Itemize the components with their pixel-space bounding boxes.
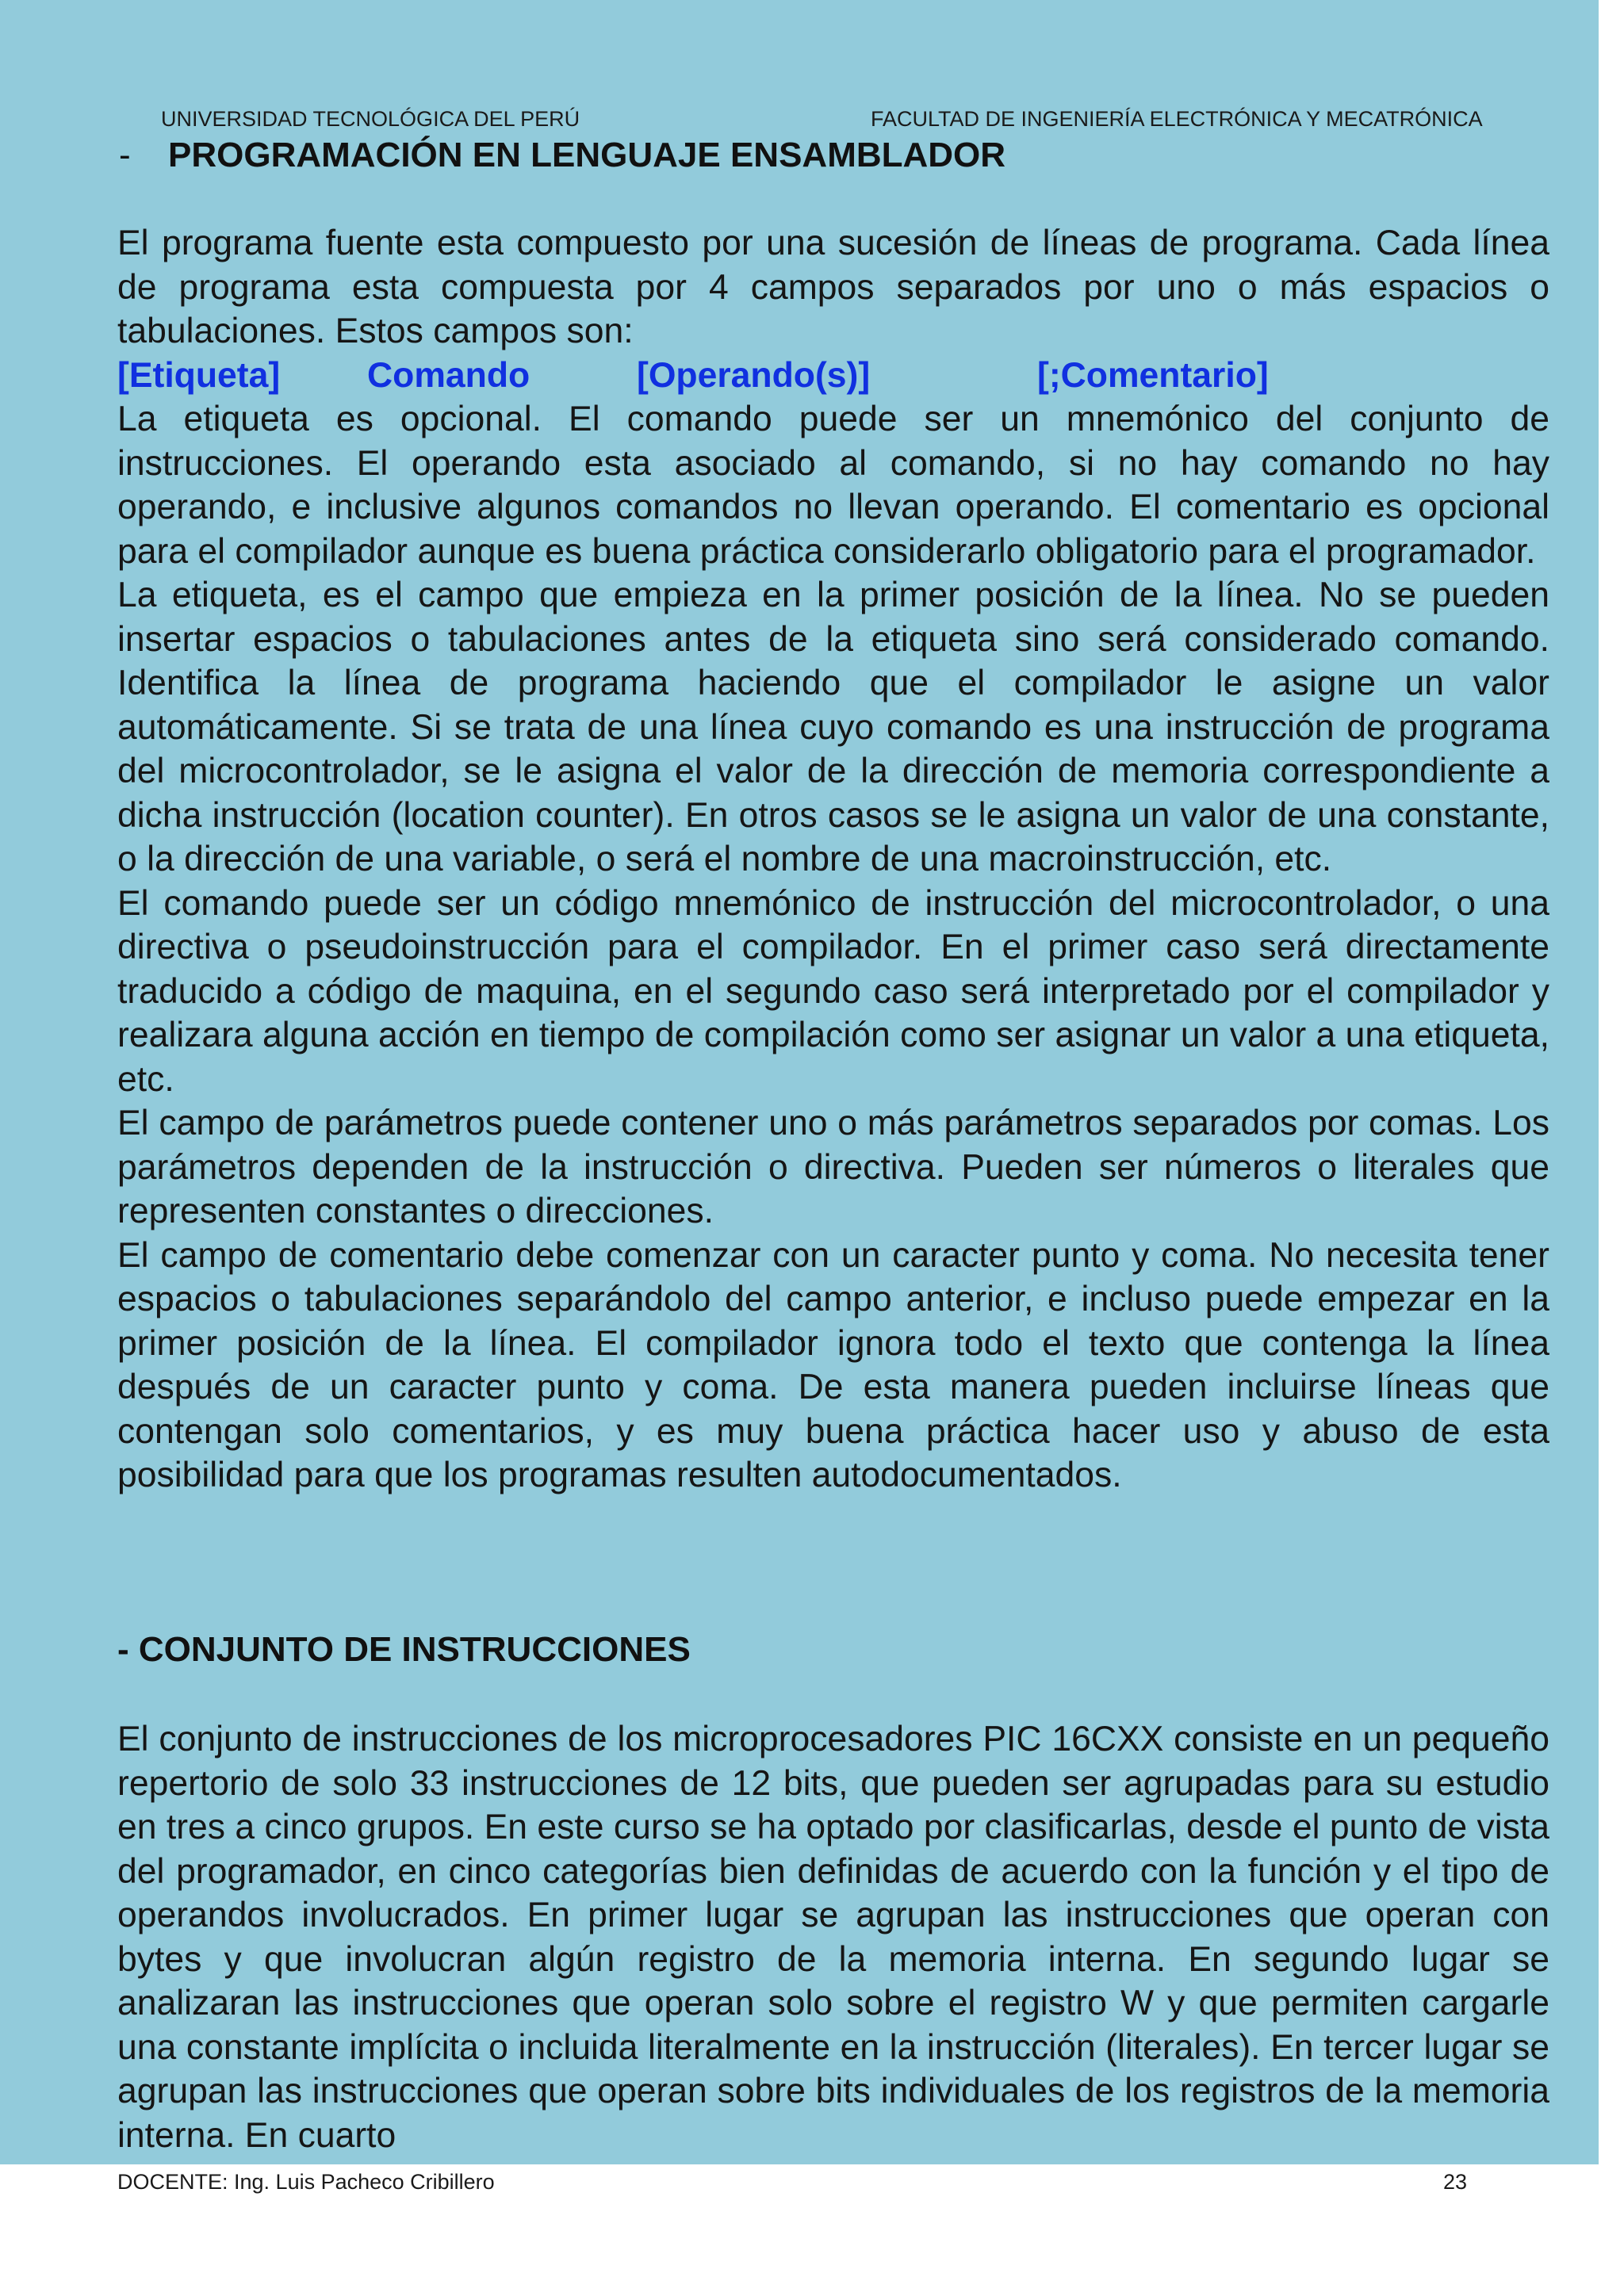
field-etiqueta: [Etiqueta] [117, 355, 281, 395]
paragraph-etiqueta-campo: La etiqueta, es el campo que empieza en la primer posición de la línea. No se pueden insertar espacios o tabulaciones antes de la etiqueta sino será considerado comando. Identifica la línea de programa haciendo que el compilador le asigne un valor automáticamente. Si se trata de una línea cuyo comando es una instrucción de programa del microcontrolador, se le asigna el valor de la dirección de memoria correspondiente a dicha instrucción (location counter). En otros casos se le asigna un valor de una constante, o la dirección de una variable, o será el nombre de una macroinstrucción, etc. [117, 576, 1549, 878]
field-list [117, 354, 1549, 398]
field-comando: Comando [367, 355, 530, 395]
section-body-programacion [117, 221, 1549, 1498]
section-title-programacion [119, 133, 1005, 178]
field-comentario: [;Comentario] [1037, 355, 1269, 395]
page-number: 23 [1443, 2170, 1468, 2194]
field-operandos: [Operando(s)] [637, 355, 871, 395]
paragraph-comando: El comando puede ser un código mnemónico de instrucción del microcontrolador, o una directiva o pseudoinstrucción para el compilador. En el primer caso será directamente traducido a código de maquina, en el segundo caso será interpretado por el compilador y realizara alguna acción en tiempo de compilación como ser asignar un valor a una etiqueta, etc. [117, 883, 1549, 1099]
paragraph-intro: El programa fuente esta compuesto por una sucesión de líneas de programa. Cada línea de programa esta compuesta por 4 campos separados por uno o más espacios o tabulaciones. Estos campos son: [117, 224, 1549, 350]
header-faculty: FACULTAD DE INGENIERÍA ELECTRÓNICA Y MECATRÓNICA [871, 107, 1483, 131]
paragraph-conjunto: El conjunto de instrucciones de los microprocesadores PIC 16CXX consiste en un pequeño repertorio de solo 33 instrucciones de 12 bits, que pueden ser agrupadas para su estudio en tres a cinco grupos. En este curso se ha optado por clasificarlas, desde el punto de vista del programador, en cinco categorías bien definidas de acuerdo con la función y el tipo de operandos involucrados. En primer lugar se agrupan las instrucciones que operan con bytes y que involucran algún registro de la memoria interna. En segundo lugar se analizaran las instrucciones que operan solo sobre el registro W y que permiten cargarle una constante implícita o incluida literalmente en la instrucción (literales). En tercer lugar se agrupan las instrucciones que operan sobre bits individuales de los registros de la memoria interna. En cuarto [117, 1720, 1549, 2155]
section-title-instrucciones: - CONJUNTO DE INSTRUCCIONES [117, 1630, 691, 1669]
footer-docente: DOCENTE: Ing. Luis Pacheco Cribillero [117, 2170, 495, 2194]
paragraph-parametros: El campo de parámetros puede contener uno o más parámetros separados por comas. Los parámetros dependen de la instrucción o directiva. Pueden ser números o literales que representen constantes o direcciones. [117, 1104, 1549, 1230]
paragraph-etiqueta-opcional: La etiqueta es opcional. El comando puede ser un mnemónico del conjunto de instrucciones. El operando esta asociado al comando, si no hay comando no hay operando, e inclusive algunos comandos no llevan operando. El comentario es opcional para el compilador aunque es buena práctica considerarlo obligatorio para el programador. [117, 400, 1549, 571]
paragraph-comentario: El campo de comentario debe comenzar con un caracter punto y coma. No necesita tener espacios o tabulaciones separándolo del campo anterior, e incluso puede empezar en la primer posición de la línea. El compilador ignora todo el texto que contenga la línea después de un caracter punto y coma. De esta manera pueden incluirse líneas que contengan solo comentarios, y es muy buena práctica hacer uso y abuso de esta posibilidad para que los programas resulten autodocumentados. [117, 1235, 1549, 1494]
section-title-dash: - [119, 136, 131, 174]
header-university: UNIVERSIDAD TECNOLÓGICA DEL PERÚ [161, 107, 580, 131]
section-title-text: PROGRAMACIÓN EN LENGUAJE ENSAMBLADOR [168, 136, 1006, 174]
section-body-instrucciones [117, 1717, 1549, 2157]
